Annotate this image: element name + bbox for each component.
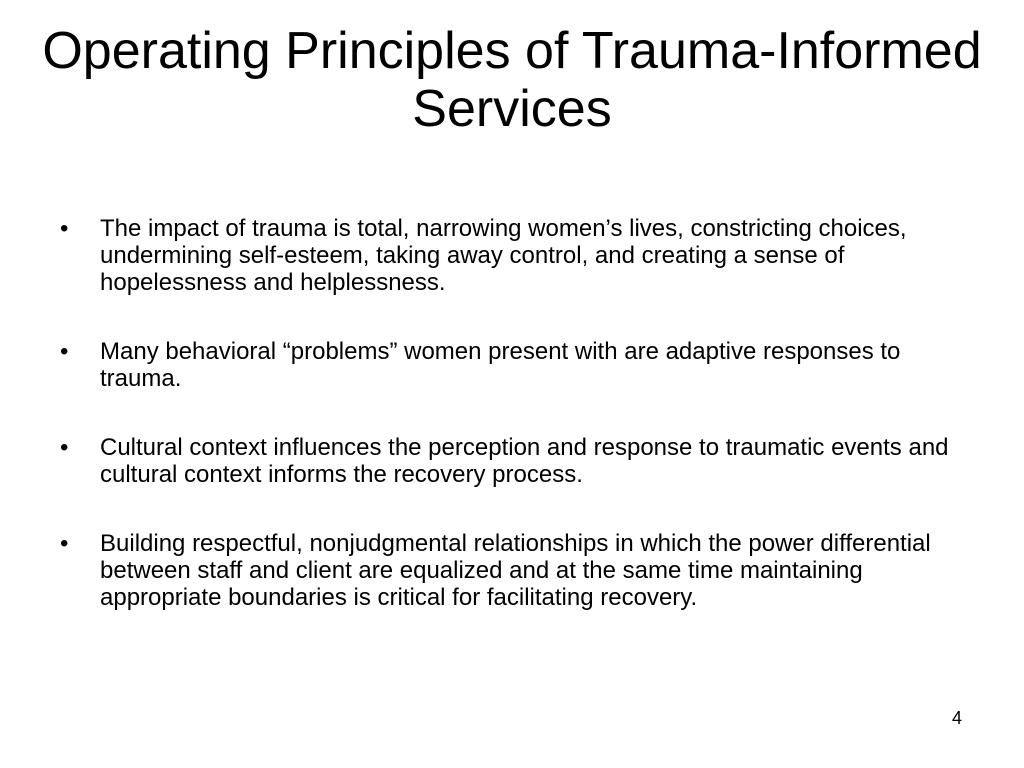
- bullet-list: [60, 215, 970, 653]
- bullet-text: The impact of trauma is total, narrowing women’s lives, constricting choices, undermining self-esteem, taking away control, and creating a sense of hopelessness and helplessness.: [100, 215, 907, 296]
- bullet-text: Building respectful, nonjudgmental relationships in which the power differential between staff and client are equalized and at the same time maintaining appropriate boundaries is critical for facilitating recovery.: [100, 530, 931, 611]
- bullet-item: [60, 434, 970, 488]
- bullet-icon: •: [60, 530, 69, 557]
- bullet-text: Many behavioral “problems” women present with are adaptive responses to trauma.: [100, 338, 901, 392]
- slide-title: Operating Principles of Trauma-Informed Services: [42, 22, 982, 138]
- bullet-icon: •: [60, 434, 69, 461]
- page-number: 4: [951, 708, 962, 728]
- bullet-item: [60, 530, 970, 611]
- bullet-icon: •: [60, 215, 69, 242]
- bullet-item: [60, 215, 970, 296]
- bullet-icon: •: [60, 338, 69, 365]
- bullet-item: [60, 338, 970, 392]
- bullet-text: Cultural context influences the perception and response to traumatic events and cultural context informs the recovery process.: [100, 434, 949, 488]
